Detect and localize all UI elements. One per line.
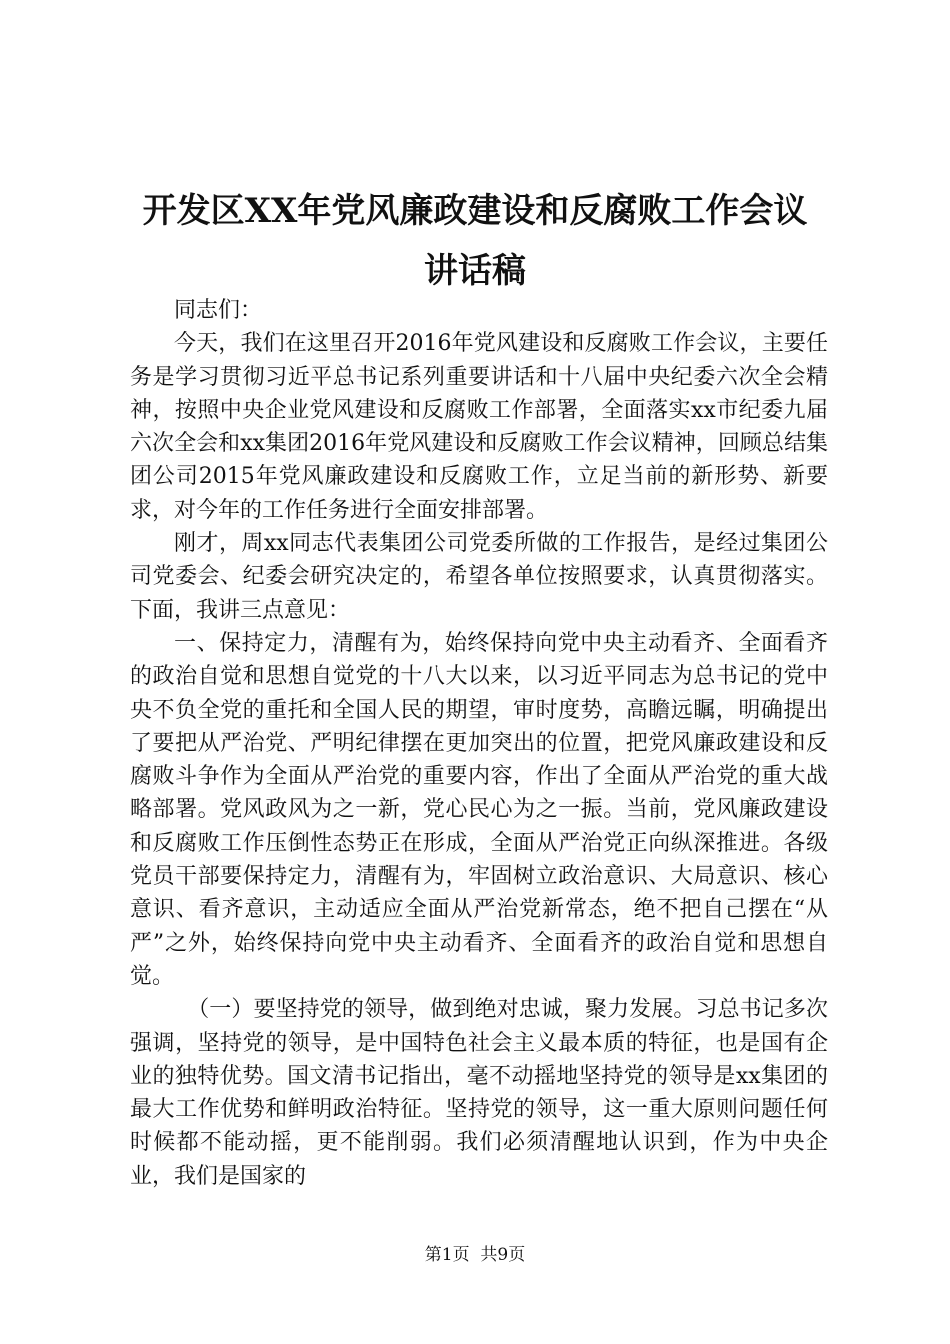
- footer-total-pages: 9: [497, 1245, 509, 1265]
- footer-page-suffix: 页: [508, 1245, 526, 1265]
- salutation: 同志们：: [174, 298, 263, 323]
- paragraph-intro: 今天，我们在这里召开2016年党风建设和反腐败工作会议，主要任务是学习贯彻习近平总书记系列重要讲话和十八届中央纪委六次全会精神，按照中央企业党风建设和反腐败工作部署，全面落实xx市纪委九届六次全会和xx集团2016年党风建设和反腐败工作会议精神，回顾总结集团公司2015年党风廉政建设和反腐败工作，立足当前的新形势、新要求，对今年的工作任务进行全面安排部署。: [130, 331, 828, 523]
- document-body: [130, 294, 828, 1193]
- document-title-line2: 讲话稿: [424, 251, 526, 291]
- paragraph-subsection-one: （一）要坚持党的领导，做到绝对忠诚，聚力发展。习总书记多次强调，坚持党的领导，是中国特色社会主义最本质的特征，也是国有企业的独特优势。国文清书记指出，毫不动摇地坚持党的领导是xx集团的最大工作优势和鲜明政治特征。坚持党的领导，这一重大原则问题任何时候都不能动摇，更不能削弱。我们必须清醒地认识到，作为中央企业，我们是国家的: [130, 997, 828, 1189]
- page-footer: [0, 1244, 950, 1266]
- document-title-line1: 开发区XX年党风廉政建设和反腐败工作会议: [142, 191, 808, 231]
- footer-page-prefix: 第: [424, 1245, 442, 1265]
- footer-page-mid: 页 共: [452, 1245, 498, 1265]
- paragraph-report: 刚才，周xx同志代表集团公司党委所做的工作报告，是经过集团公司党委会、纪委会研究决定的，希望各单位按照要求，认真贯彻落实。下面，我讲三点意见：: [130, 531, 828, 623]
- footer-page-number: 1: [441, 1245, 453, 1265]
- paragraph-section-one: 一、保持定力，清醒有为，始终保持向党中央主动看齐、全面看齐的政治自觉和思想自觉党的十八大以来，以习近平同志为总书记的党中央不负全党的重托和全国人民的期望，审时度势，高瞻远瞩，明确提出了要把从严治党、严明纪律摆在更加突出的位置，把党风廉政建设和反腐败斗争作为全面从严治党的重要内容，作出了全面从严治党的重大战略部署。党风政风为之一新，党心民心为之一振。当前，党风廉政建设和反腐败工作压倒性态势正在形成，全面从严治党正向纵深推进。各级党员干部要保持定力，清醒有为，牢固树立政治意识、大局意识、核心意识、看齐意识，主动适应全面从严治党新常态，绝不把自己摆在“从严”之外，始终保持向党中央主动看齐、全面看齐的政治自觉和思想自觉。: [130, 630, 828, 989]
